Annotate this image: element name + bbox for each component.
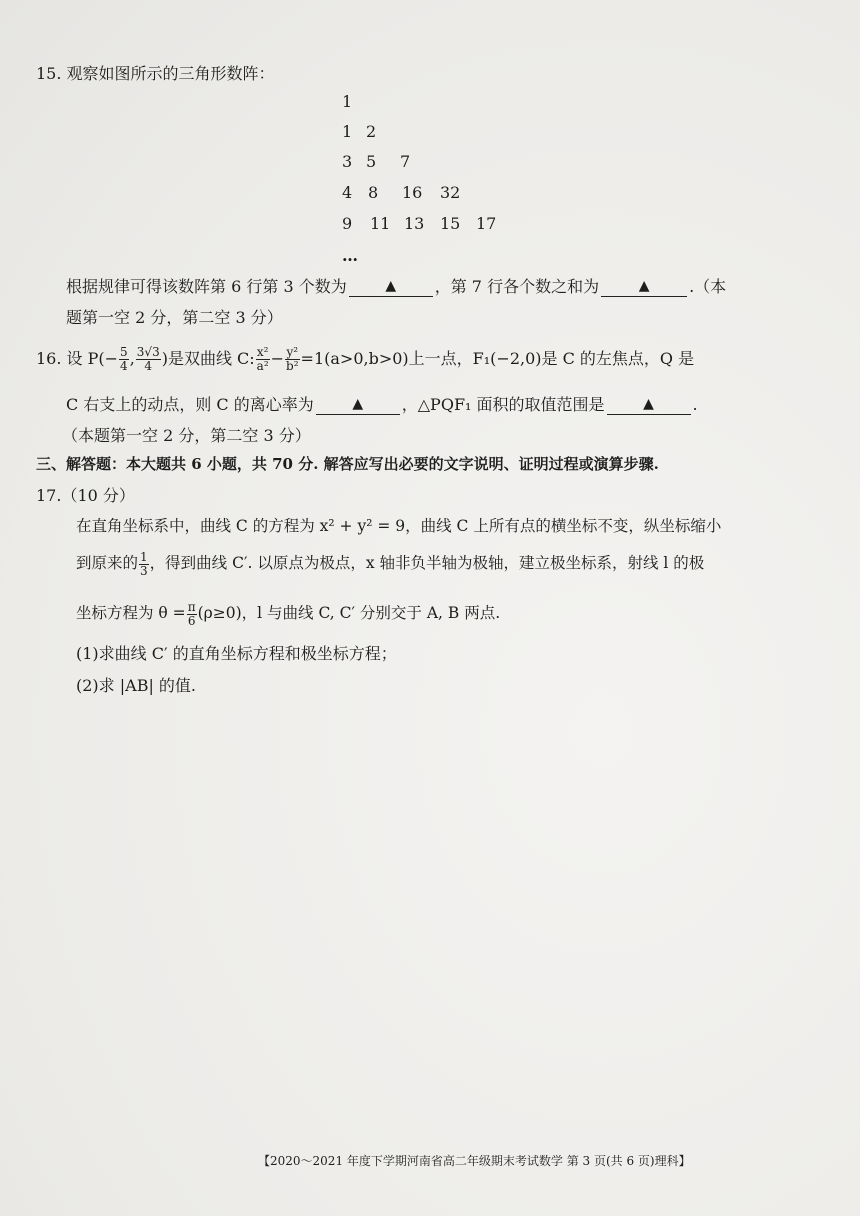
triangle-marker-icon: ▲ [352, 396, 364, 412]
q15-text-b: ，第 7 行各个数之和为 [434, 277, 600, 296]
fraction-y2-b2 [285, 346, 300, 373]
triangle-cell: 5 [366, 152, 377, 171]
q15-text-a: 根据规律可得该数阵第 6 行第 3 个数为 [66, 277, 347, 296]
triangle-cell: 8 [368, 183, 379, 202]
triangle-marker-icon: ▲ [643, 396, 654, 412]
q15-fill-line [66, 276, 726, 297]
frac-den: b² [286, 359, 299, 373]
triangle-row-3 [342, 152, 436, 171]
triangle-row-5 [342, 214, 512, 233]
frac-num: 1 [140, 549, 148, 564]
q17-text-a: 到原来的 [76, 554, 139, 572]
triangle-cell: 1 [342, 92, 353, 111]
q15-answer-blank-2[interactable] [601, 276, 687, 297]
q17-subquestion-1: (1)求曲线 C′ 的直角坐标方程和极坐标方程； [76, 644, 397, 663]
triangle-cell: 9 [342, 214, 353, 233]
triangle-cell: 7 [400, 152, 411, 171]
triangle-cell: 4 [342, 183, 353, 202]
q17-paragraph-3 [76, 598, 500, 628]
frac-den: 4 [120, 359, 128, 373]
q16-text-e: ，△PQF₁ 面积的取值范围是 [401, 395, 605, 414]
triangle-row-4 [342, 183, 476, 202]
fraction-5-4 [119, 346, 129, 373]
q15-text-c: .（本 [689, 277, 727, 296]
triangle-cell: 11 [370, 214, 391, 233]
q16-text-d: C 右支上的动点，则 C 的离心率为 [66, 395, 314, 414]
triangle-marker-icon: ▲ [638, 278, 650, 294]
triangle-ellipsis: … [342, 246, 359, 265]
triangle-marker-icon: ▲ [385, 278, 397, 294]
frac-den: 6 [187, 613, 196, 628]
fraction-3root3-4 [136, 346, 161, 373]
section-3-heading: 三、解答题：本大题共 6 小题，共 70 分. 解答应写出必要的文字说明、证明过程或演算步骤. [36, 455, 659, 473]
triangle-row-1 [342, 92, 378, 111]
triangle-cell: 15 [440, 214, 461, 233]
q17-text-b: ，得到曲线 C′. 以原点为极点，x 轴非负半轴为极轴，建立极坐标系，射线 l 的极 [149, 554, 705, 572]
frac-num: x² [256, 345, 269, 359]
triangle-row-2 [342, 122, 402, 141]
triangle-cell: 16 [402, 183, 423, 202]
q17-paragraph-1: 在直角坐标系中，曲线 C 的方程为 x² + y² = 9，曲线 C 上所有点的横坐标不变，纵坐标缩小 [76, 517, 722, 535]
q16-answer-blank-1[interactable] [316, 394, 400, 415]
q17-subquestion-2: (2)求 |AB| 的值. [76, 676, 197, 695]
frac-den: 4 [144, 359, 153, 373]
q17-paragraph-2 [76, 548, 704, 578]
frac-den: a² [256, 359, 269, 373]
q15-score-note: 题第一空 2 分，第二空 3 分） [66, 308, 283, 327]
q17-text-d: (ρ≥0)，l 与曲线 C, C′ 分别交于 A, B 两点. [197, 604, 501, 622]
q16-line-1: 16. 设 P(− $\frac{5}{4}$ , $\frac{3√3}{4}$ )是双曲线 C: $\frac{\text{x²}}{\text{a²}}$ − $\frac{\text{y²}}{\text{b²}}$ =1(a>0,b>0)上一点，F₁(−2,0)是 C 的左焦点，Q 是 [36, 345, 695, 373]
q15-title: 15. 观察如图所示的三角形数阵： [36, 64, 275, 83]
q16-text-c: =1(a>0,b>0)上一点，F₁(−2,0)是 C 的左焦点，Q 是 [300, 349, 695, 368]
frac-num: 5 [120, 345, 128, 359]
frac-num: π [187, 599, 196, 614]
triangle-cell: 17 [476, 214, 497, 233]
q16-text-b: )是双曲线 C: [161, 349, 255, 368]
triangle-cell: 32 [440, 183, 461, 202]
q17-text-c: 坐标方程为 θ = [76, 604, 186, 622]
q16-text-f: . [692, 395, 698, 414]
frac-num: y² [286, 345, 299, 359]
triangle-cell: 2 [366, 122, 377, 141]
q16-answer-blank-2[interactable] [607, 394, 691, 415]
fraction-x2-a2 [256, 346, 270, 373]
page-footer: 【2020～2021 年度下学期河南省高二年级期末考试数学 第 3 页(共 6 页)理科】 [258, 1154, 691, 1168]
fraction-1-3 [139, 551, 149, 578]
triangle-cell: 13 [404, 214, 425, 233]
q16-text-a: 16. 设 P(− [36, 349, 119, 368]
q17-heading: 17.（10 分） [36, 486, 135, 505]
fraction-pi-6 [187, 601, 197, 628]
q16-score-note: （本题第一空 2 分，第二空 3 分） [62, 426, 311, 445]
frac-den: 3 [140, 563, 148, 578]
triangle-cell: 3 [342, 152, 353, 171]
q15-answer-blank-1[interactable] [349, 276, 433, 297]
triangle-cell: 1 [342, 122, 353, 141]
frac-num: 3√3 [136, 345, 160, 359]
q16-line-2 [66, 394, 698, 415]
